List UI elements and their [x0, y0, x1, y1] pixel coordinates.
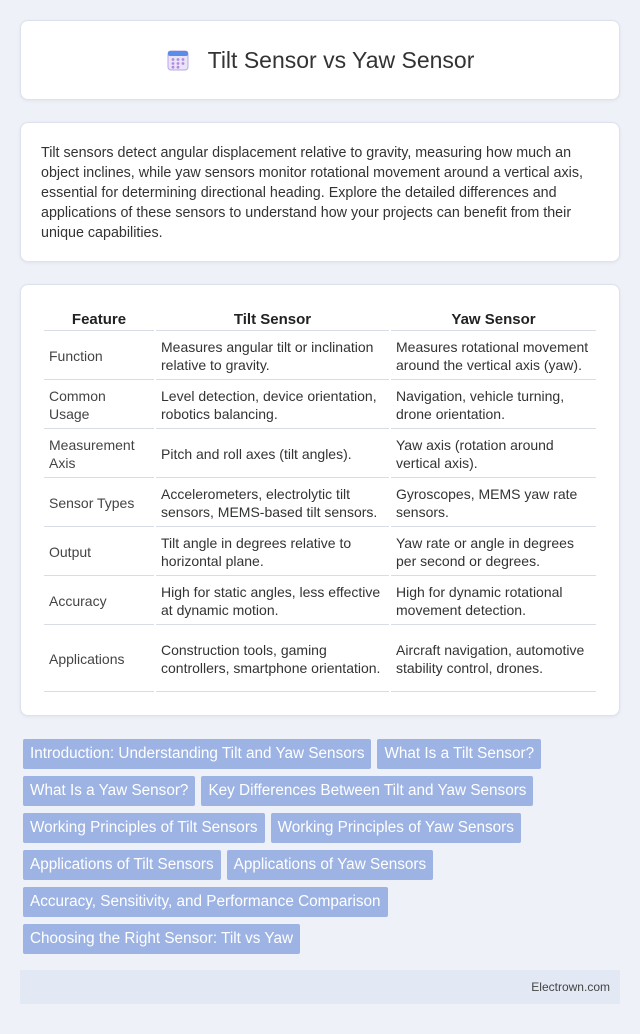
- footer-site-name: Electrown.com: [531, 980, 610, 994]
- table-row: [44, 627, 596, 692]
- intro-paragraph: Tilt sensors detect angular displacement relative to gravity, measuring how much an object inclines, while yaw sensors monitor rotational movement around a vertical axis, essential for determining directional heading. Explore the detailed differences and applications of these sensors to understand how your projects can benefit from their unique capabilities.: [20, 122, 620, 262]
- yaw-cell: Navigation, vehicle turning, drone orientation.: [391, 382, 596, 429]
- column-header: Tilt Sensor: [156, 308, 389, 331]
- calendar-grid-icon: [166, 48, 190, 72]
- column-header: Feature: [44, 308, 154, 331]
- toc-link-yaw-applications[interactable]: Applications of Yaw Sensors: [227, 850, 433, 880]
- yaw-cell: Gyroscopes, MEMS yaw rate sensors.: [391, 480, 596, 527]
- toc-link-what-is-tilt[interactable]: What Is a Tilt Sensor?: [377, 739, 541, 769]
- table-row: [44, 382, 596, 429]
- feature-cell: Common Usage: [44, 382, 154, 429]
- toc-link-choosing-sensor[interactable]: Choosing the Right Sensor: Tilt vs Yaw: [23, 924, 300, 954]
- table-row: [44, 333, 596, 380]
- yaw-cell: Measures rotational movement around the vertical axis (yaw).: [391, 333, 596, 380]
- table-row: [44, 480, 596, 527]
- toc-link-tilt-applications[interactable]: Applications of Tilt Sensors: [23, 850, 221, 880]
- feature-cell: Sensor Types: [44, 480, 154, 527]
- feature-cell: Measurement Axis: [44, 431, 154, 478]
- feature-cell: Function: [44, 333, 154, 380]
- toc-link-yaw-principles[interactable]: Working Principles of Yaw Sensors: [271, 813, 521, 843]
- table-row: [44, 578, 596, 625]
- table-row: [44, 431, 596, 478]
- tilt-cell: Pitch and roll axes (tilt angles).: [156, 431, 389, 478]
- comparison-table: [42, 306, 598, 694]
- feature-cell: Accuracy: [44, 578, 154, 625]
- tilt-cell: Construction tools, gaming controllers, smartphone orientation.: [156, 627, 389, 692]
- tilt-cell: Accelerometers, electrolytic tilt sensors, MEMS-based tilt sensors.: [156, 480, 389, 527]
- toc-link-what-is-yaw[interactable]: What Is a Yaw Sensor?: [23, 776, 195, 806]
- yaw-cell: Aircraft navigation, automotive stability control, drones.: [391, 627, 596, 692]
- page-header: [20, 20, 620, 100]
- page-title: Tilt Sensor vs Yaw Sensor: [207, 46, 475, 73]
- footer: [20, 970, 620, 1004]
- feature-cell: Applications: [44, 627, 154, 692]
- tilt-cell: Tilt angle in degrees relative to horizontal plane.: [156, 529, 389, 576]
- toc-link-accuracy-comparison[interactable]: Accuracy, Sensitivity, and Performance Comparison: [23, 887, 388, 917]
- yaw-cell: High for dynamic rotational movement detection.: [391, 578, 596, 625]
- yaw-cell: Yaw rate or angle in degrees per second or degrees.: [391, 529, 596, 576]
- column-header: Yaw Sensor: [391, 308, 596, 331]
- tilt-cell: Measures angular tilt or inclination relative to gravity.: [156, 333, 389, 380]
- toc-link-tilt-principles[interactable]: Working Principles of Tilt Sensors: [23, 813, 265, 843]
- feature-cell: Output: [44, 529, 154, 576]
- tilt-cell: Level detection, device orientation, robotics balancing.: [156, 382, 389, 429]
- table-header-row: [44, 308, 596, 331]
- topic-links: [20, 739, 620, 954]
- comparison-table-card: [20, 284, 620, 716]
- table-row: [44, 529, 596, 576]
- yaw-cell: Yaw axis (rotation around vertical axis).: [391, 431, 596, 478]
- toc-link-key-differences[interactable]: Key Differences Between Tilt and Yaw Sensors: [201, 776, 533, 806]
- toc-link-introduction[interactable]: Introduction: Understanding Tilt and Yaw Sensors: [23, 739, 371, 769]
- tilt-cell: High for static angles, less effective at dynamic motion.: [156, 578, 389, 625]
